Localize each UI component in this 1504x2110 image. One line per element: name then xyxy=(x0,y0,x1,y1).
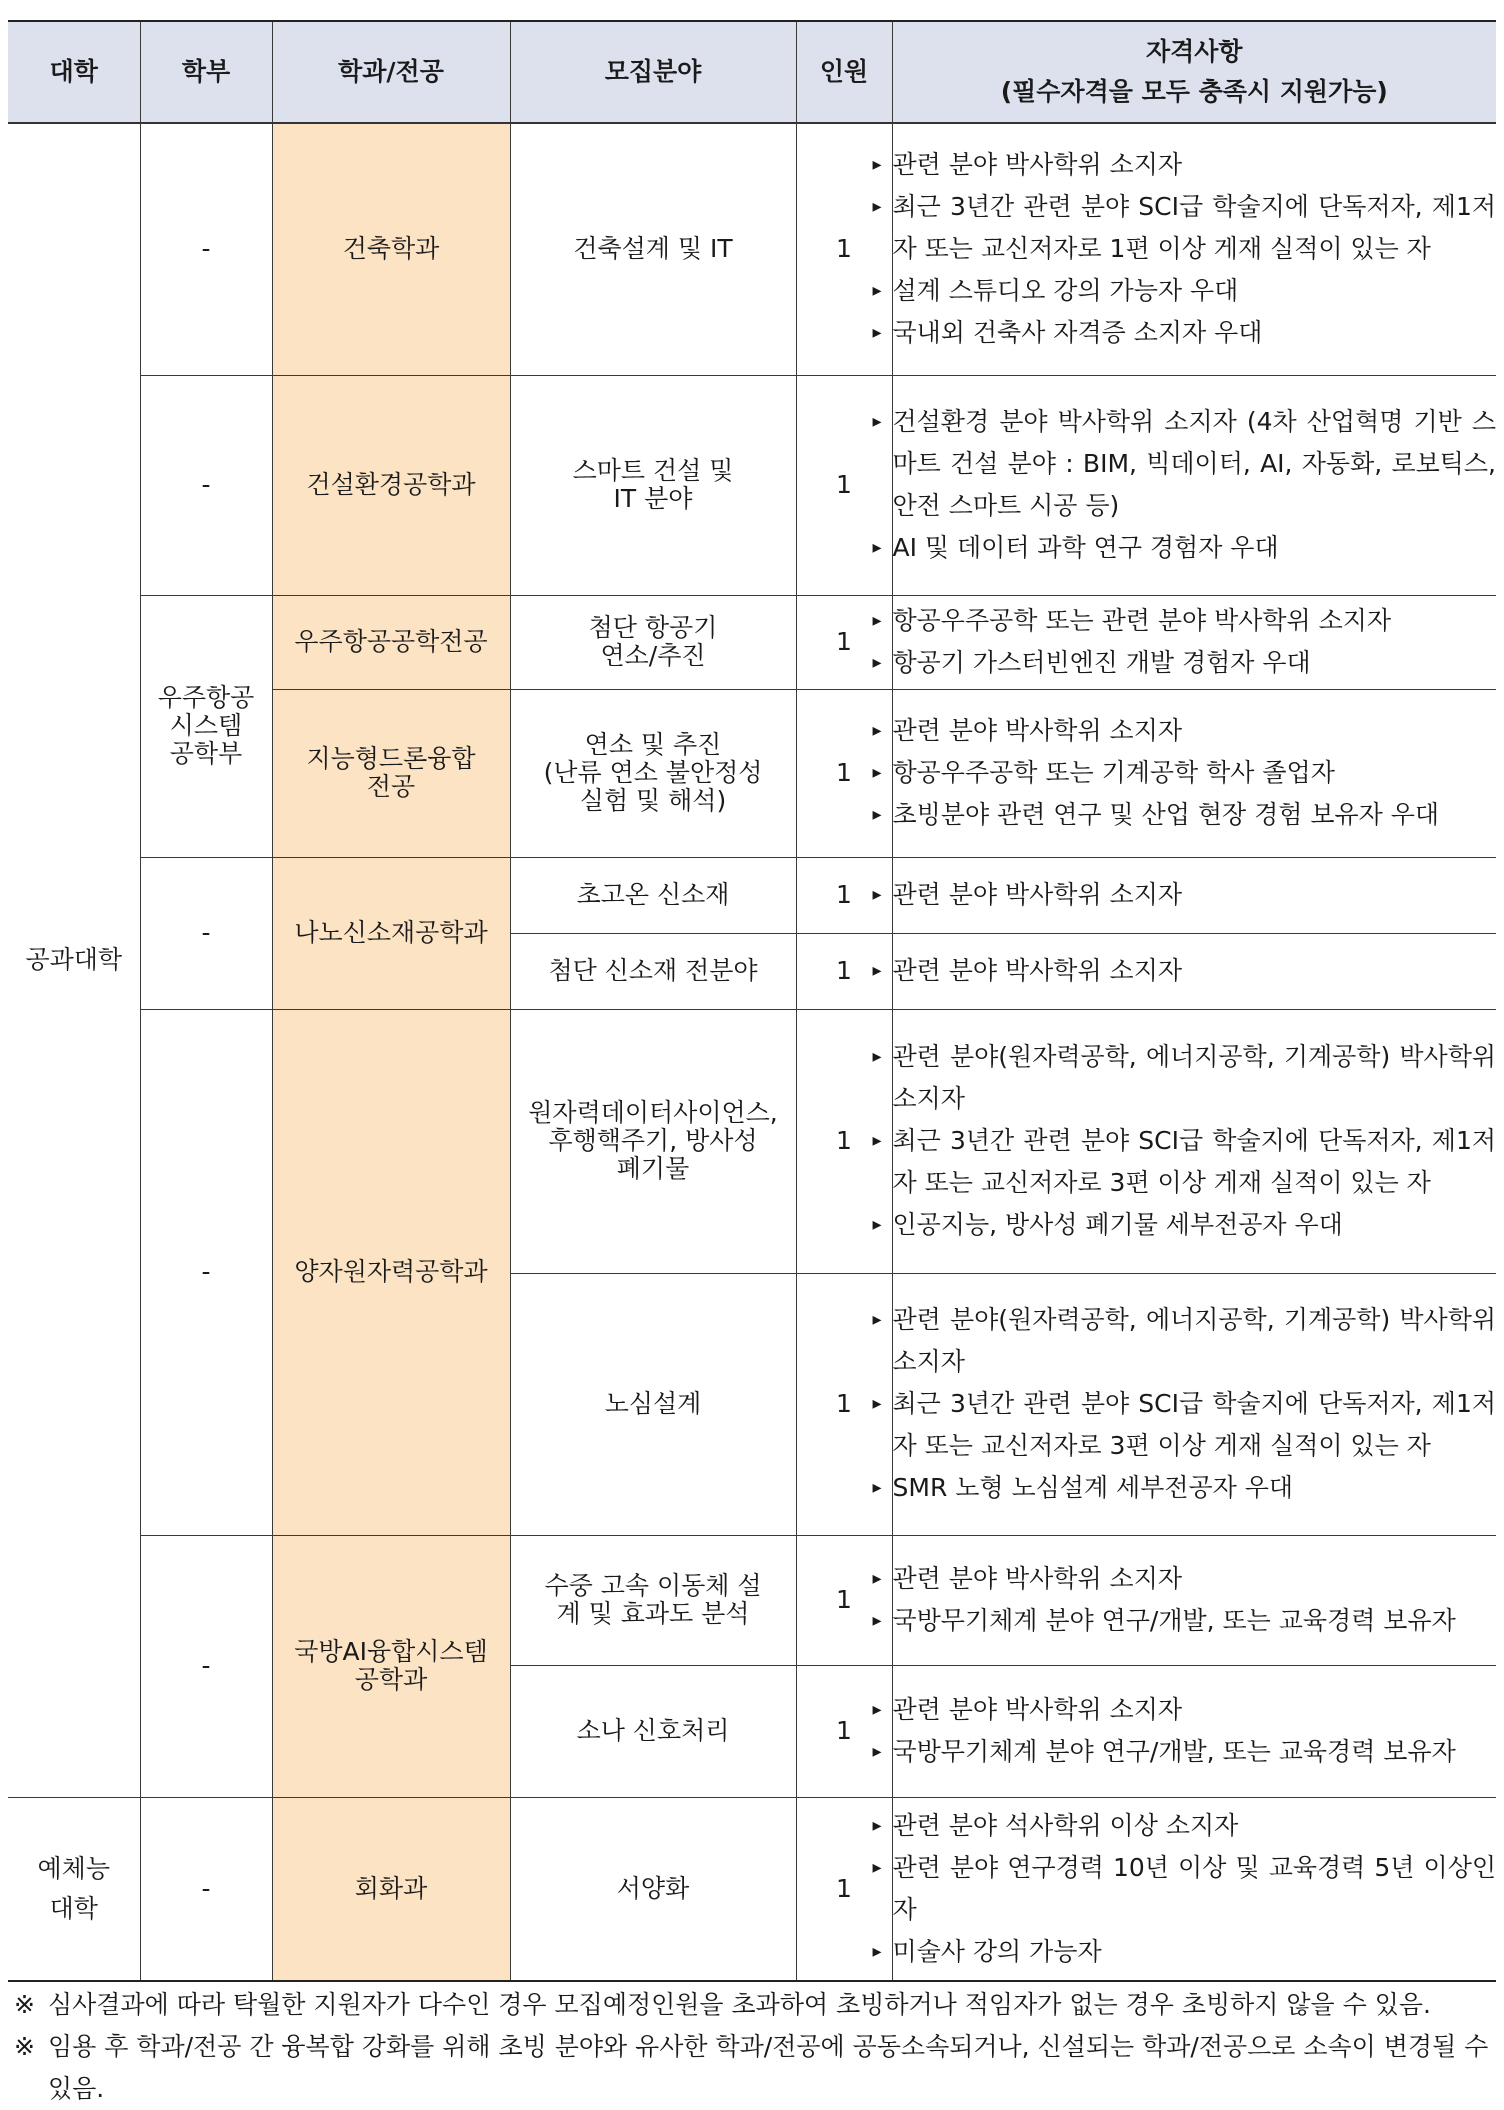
field-line: 연소/추진 xyxy=(600,641,706,670)
count-cell: 1 xyxy=(796,595,892,689)
qualification-item: ▸ 관련 분야(원자력공학, 에너지공학, 기계공학) 박사학위 소지자 xyxy=(893,1299,1497,1383)
department-line: 국방AI융합시스템 xyxy=(294,1637,488,1666)
qualifications-cell xyxy=(892,857,1496,933)
count-cell: 1 xyxy=(796,857,892,933)
department-line: 공학과 xyxy=(354,1665,428,1694)
qualification-item: ▸ 건설환경 분야 박사학위 소지자 (4차 산업혁명 기반 스마트 건설 분야 : BIM, 빅데이터, AI, 자동화, 로보틱스, 안전 스마트 시공 등) xyxy=(893,401,1497,527)
count-cell: 1 xyxy=(796,1797,892,1981)
qualification-item: ▸ SMR 노형 노심설계 세부전공자 우대 xyxy=(893,1467,1497,1509)
qualification-item: ▸ 관련 분야(원자력공학, 에너지공학, 기계공학) 박사학위 소지자 xyxy=(893,1036,1497,1120)
college-line: 예체능 xyxy=(37,1853,110,1883)
qualification-item: ▸ 인공지능, 방사성 폐기물 세부전공자 우대 xyxy=(893,1204,1497,1246)
qualification-item: ▸ 국내외 건축사 자격증 소지자 우대 xyxy=(893,312,1497,354)
qualification-item: ▸ 초빙분야 관련 연구 및 산업 현장 경험 보유자 우대 xyxy=(893,794,1497,836)
qualification-item: ▸ 관련 분야 박사학위 소지자 xyxy=(893,874,1497,916)
qualification-item: ▸ 미술사 강의 가능자 xyxy=(893,1931,1497,1973)
field-cell: 첨단 신소재 전분야 xyxy=(510,933,796,1009)
header-department: 학과/전공 xyxy=(272,21,510,123)
division-line: 우주항공 xyxy=(157,683,255,712)
count-cell: 1 xyxy=(796,123,892,375)
field-line: 후행핵주기, 방사성 xyxy=(548,1126,758,1155)
department-line: 지능형드론융합 xyxy=(306,744,476,773)
qualification-item: ▸ 국방무기체계 분야 연구/개발, 또는 교육경력 보유자 xyxy=(893,1600,1497,1642)
qualification-item: ▸ 최근 3년간 관련 분야 SCI급 학술지에 단독저자, 제1저자 또는 교신저자로 3편 이상 게재 실적이 있는 자 xyxy=(893,1120,1497,1204)
qualification-item: ▸ 관련 분야 연구경력 10년 이상 및 교육경력 5년 이상인 자 xyxy=(893,1847,1497,1931)
field-cell xyxy=(510,375,796,595)
division-cell: - xyxy=(140,375,272,595)
footnote xyxy=(8,1984,1496,2026)
qualification-item: ▸ 설계 스튜디오 강의 가능자 우대 xyxy=(893,270,1497,312)
field-line: 수중 고속 이동체 설 xyxy=(544,1571,762,1600)
department-cell: 나노신소재공학과 xyxy=(272,857,510,1009)
division-cell-aerospace xyxy=(140,595,272,857)
field-cell xyxy=(510,1009,796,1273)
count-cell: 1 xyxy=(796,1009,892,1273)
footnotes xyxy=(8,1984,1496,2110)
qualification-item: ▸ 관련 분야 박사학위 소지자 xyxy=(893,1558,1497,1600)
department-cell: 건설환경공학과 xyxy=(272,375,510,595)
header-field: 모집분야 xyxy=(510,21,796,123)
qualification-item: ▸ 항공우주공학 또는 기계공학 학사 졸업자 xyxy=(893,752,1497,794)
department-cell xyxy=(272,689,510,857)
header-qual-line2: (필수자격을 모두 충족시 지원가능) xyxy=(1000,77,1388,106)
field-line: 계 및 효과도 분석 xyxy=(556,1599,750,1628)
department-line: 전공 xyxy=(366,772,416,801)
field-line: (난류 연소 불안정성 xyxy=(543,758,763,787)
field-line: 스마트 건설 및 xyxy=(572,456,734,485)
footnote-text: 임용 후 학과/전공 간 융복합 강화를 위해 초빙 분야와 유사한 학과/전공에 공동소속되거나, 신설되는 학과/전공으로 소속이 변경될 수 있음. xyxy=(48,2032,1489,2103)
field-cell xyxy=(510,1535,796,1665)
count-cell: 1 xyxy=(796,375,892,595)
qualification-item: ▸ AI 및 데이터 과학 연구 경험자 우대 xyxy=(893,527,1497,569)
field-cell: 소나 신호처리 xyxy=(510,1665,796,1797)
qualifications-cell xyxy=(892,1009,1496,1273)
table-row xyxy=(8,123,1496,375)
qualifications-cell xyxy=(892,933,1496,1009)
field-cell: 서양화 xyxy=(510,1797,796,1981)
college-cell-arts xyxy=(8,1797,140,1981)
qualifications-cell xyxy=(892,123,1496,375)
qualification-item: ▸ 국방무기체계 분야 연구/개발, 또는 교육경력 보유자 xyxy=(893,1731,1497,1773)
field-line: 원자력데이터사이언스, xyxy=(528,1098,778,1127)
table-row xyxy=(8,1797,1496,1981)
table-row xyxy=(8,375,1496,595)
field-cell xyxy=(510,595,796,689)
qualification-item: ▸ 관련 분야 박사학위 소지자 xyxy=(893,1689,1497,1731)
header-college: 대학 xyxy=(8,21,140,123)
qualifications-cell xyxy=(892,375,1496,595)
qualifications-cell xyxy=(892,1273,1496,1535)
field-cell: 초고온 신소재 xyxy=(510,857,796,933)
division-cell: - xyxy=(140,123,272,375)
count-cell: 1 xyxy=(796,1665,892,1797)
qualification-item: ▸ 항공기 가스터빈엔진 개발 경험자 우대 xyxy=(893,642,1497,684)
field-line: 연소 및 추진 xyxy=(584,730,722,759)
field-line: IT 분야 xyxy=(613,484,693,513)
division-line: 공학부 xyxy=(169,739,243,768)
department-cell xyxy=(272,1535,510,1797)
division-cell: - xyxy=(140,1535,272,1797)
footnote xyxy=(8,2026,1496,2110)
recruitment-document xyxy=(8,20,1496,2110)
header-count: 인원 xyxy=(796,21,892,123)
table-row xyxy=(8,1009,1496,1273)
field-line: 첨단 항공기 xyxy=(588,613,718,642)
field-cell: 건축설계 및 IT xyxy=(510,123,796,375)
department-cell: 회화과 xyxy=(272,1797,510,1981)
reference-mark: ※ xyxy=(14,1990,35,2019)
reference-mark: ※ xyxy=(14,2032,35,2061)
header-division: 학부 xyxy=(140,21,272,123)
count-cell: 1 xyxy=(796,933,892,1009)
recruitment-table xyxy=(8,20,1496,1982)
table-row xyxy=(8,595,1496,689)
qualification-item: ▸ 최근 3년간 관련 분야 SCI급 학술지에 단독저자, 제1저자 또는 교신저자로 1편 이상 게재 실적이 있는 자 xyxy=(893,186,1497,270)
qualification-item: ▸ 관련 분야 석사학위 이상 소지자 xyxy=(893,1805,1497,1847)
qualification-item: ▸ 관련 분야 박사학위 소지자 xyxy=(893,144,1497,186)
field-cell: 노심설계 xyxy=(510,1273,796,1535)
field-line: 실험 및 해석) xyxy=(579,786,727,815)
division-cell: - xyxy=(140,1009,272,1535)
count-cell: 1 xyxy=(796,689,892,857)
qualification-item: ▸ 관련 분야 박사학위 소지자 xyxy=(893,710,1497,752)
qualification-item: ▸ 관련 분야 박사학위 소지자 xyxy=(893,950,1497,992)
division-cell: - xyxy=(140,1797,272,1981)
header-qualifications xyxy=(892,21,1496,123)
division-line: 시스템 xyxy=(169,711,243,740)
count-cell: 1 xyxy=(796,1273,892,1535)
qualifications-cell xyxy=(892,595,1496,689)
table-row xyxy=(8,857,1496,933)
table-row xyxy=(8,1535,1496,1665)
qualifications-cell xyxy=(892,1665,1496,1797)
department-cell: 양자원자력공학과 xyxy=(272,1009,510,1535)
header-row xyxy=(8,21,1496,123)
field-cell xyxy=(510,689,796,857)
qualifications-cell xyxy=(892,1535,1496,1665)
college-cell: 공과대학 xyxy=(8,123,140,1797)
qualifications-cell xyxy=(892,1797,1496,1981)
qualification-item: ▸ 항공우주공학 또는 관련 분야 박사학위 소지자 xyxy=(893,600,1497,642)
footnote-text: 심사결과에 따라 탁월한 지원자가 다수인 경우 모집예정인원을 초과하여 초빙하거나 적임자가 없는 경우 초빙하지 않을 수 있음. xyxy=(48,1990,1431,2019)
department-cell: 우주항공공학전공 xyxy=(272,595,510,689)
count-cell: 1 xyxy=(796,1535,892,1665)
college-line: 대학 xyxy=(49,1893,98,1923)
department-cell: 건축학과 xyxy=(272,123,510,375)
field-line: 폐기물 xyxy=(616,1154,690,1183)
qualifications-cell xyxy=(892,689,1496,857)
header-qual-line1: 자격사항 xyxy=(1145,37,1243,66)
qualification-item: ▸ 최근 3년간 관련 분야 SCI급 학술지에 단독저자, 제1저자 또는 교신저자로 3편 이상 게재 실적이 있는 자 xyxy=(893,1383,1497,1467)
division-cell: - xyxy=(140,857,272,1009)
